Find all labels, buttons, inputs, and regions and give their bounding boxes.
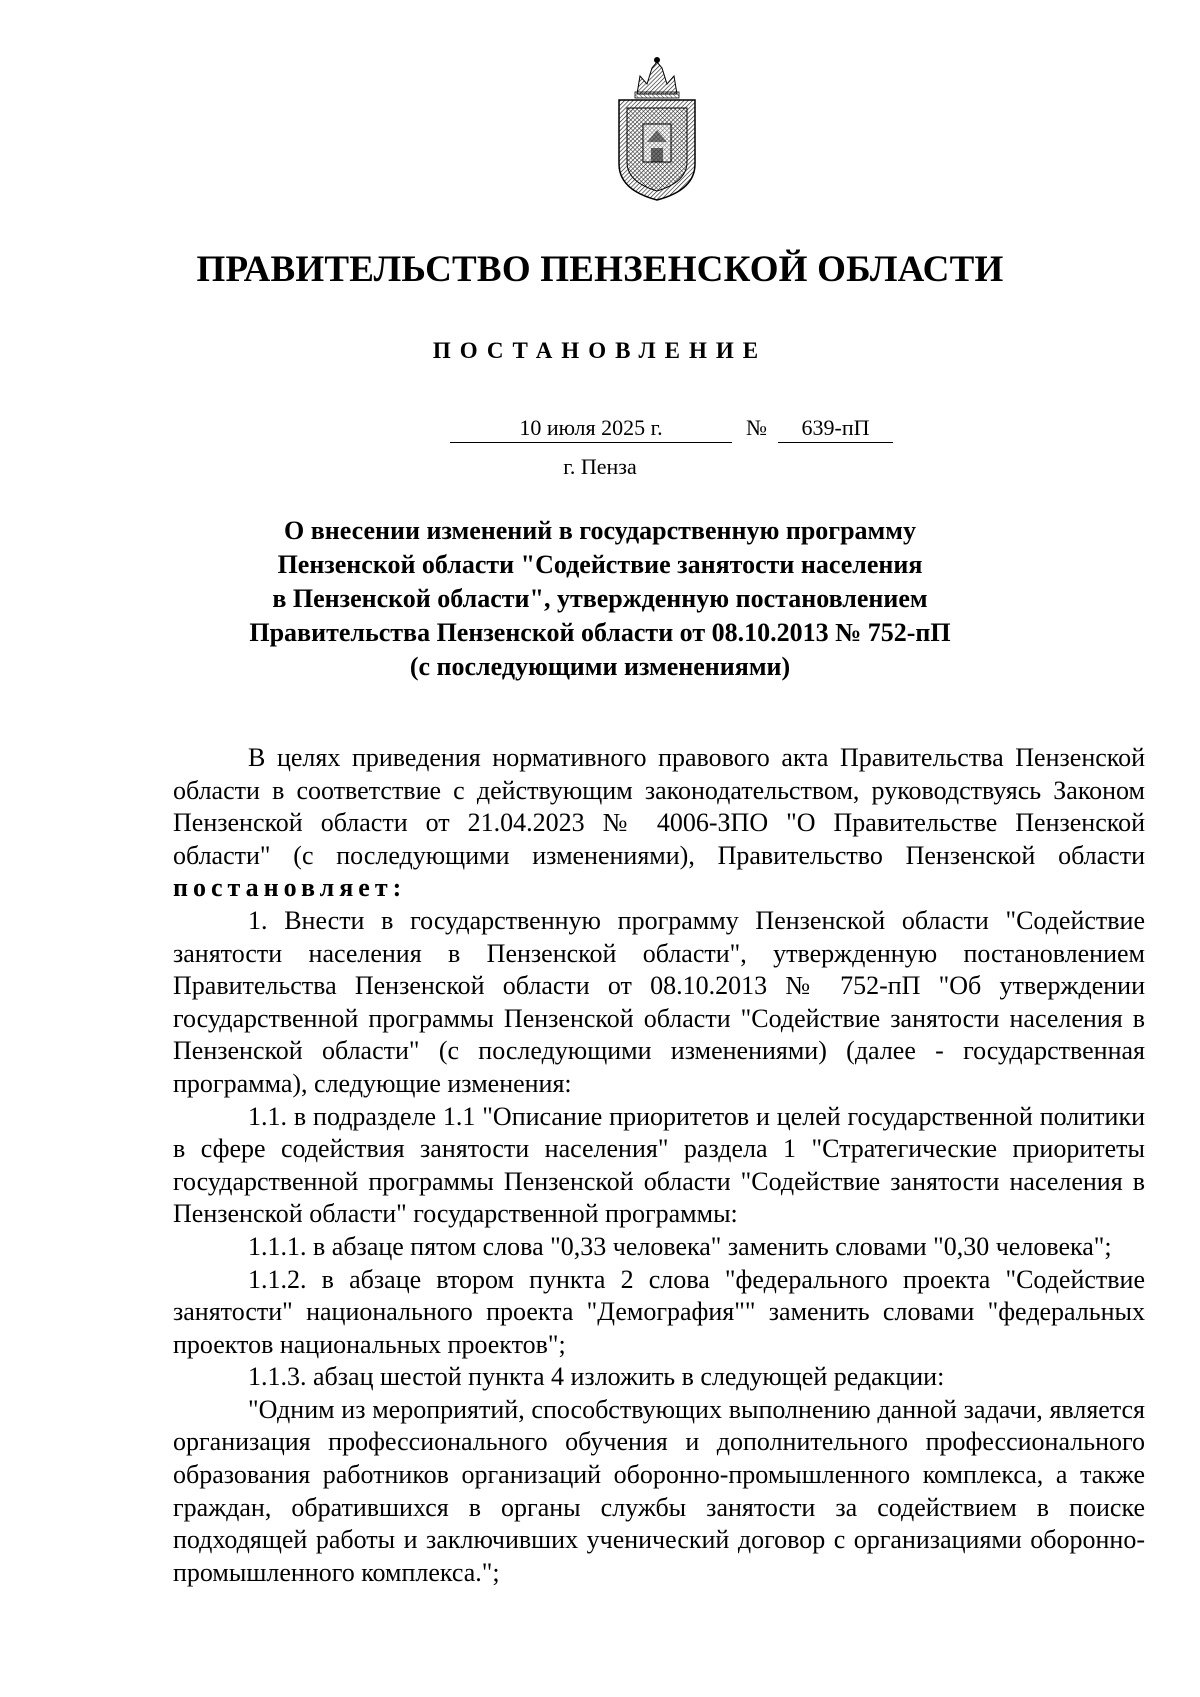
intro-text: В целях приведения нормативного правового акта Правительства Пензенской области в соответствие с действующим законодательством, руководствуясь Законом Пензенской области от 21.04.2023 № 4006-ЗПО "О Правительстве Пензенской области" (с последующими изменениями), Правительство Пензенской области (173, 743, 1145, 870)
subject-line: в Пензенской области", утвержденную постановлением (272, 584, 928, 613)
paragraph-1-1: 1.1. в подразделе 1.1 "Описание приоритетов и целей государственной политики в сфере содействия занятости населения" раздела 1 "Стратегические приоритеты государственной программы Пензенской области "Содействие занятости населения в Пензенской области" государственной программы: (173, 1101, 1145, 1229)
document-date: 10 июля 2025 г. (450, 414, 732, 443)
subject-line: Правительства Пензенской области от 08.10.2013 № 752-пП (249, 618, 951, 647)
intro-paragraph (173, 742, 1145, 905)
number-sign: № (746, 415, 767, 440)
decree-word: постановляет: (173, 873, 407, 903)
government-title: ПРАВИТЕЛЬСТВО ПЕНЗЕНСКОЙ ОБЛАСТИ (196, 249, 1004, 290)
paragraph-1-1-2: 1.1.2. в абзаце втором пункта 2 слова "федерального проекта "Содействие занятости" национального проекта "Демография"" заменить словами "федеральных проектов национальных проектов"; (173, 1264, 1145, 1359)
document-number: 639-пП (778, 414, 893, 443)
document-body (173, 742, 1145, 1589)
quoted-paragraph: "Одним из мероприятий, способствующих выполнению данной задачи, является организация профессионального обучения и дополнительного профессионального образования работников организаций оборонно-промышленного комплекса, а также граждан, обратившихся в органы службы занятости за содействием в поиске подходящей работы и заключивших ученический договор с организациями оборонно-промышленного комплекса."; (173, 1394, 1145, 1587)
paragraph-1-1-1: 1.1.1. в абзаце пятом слова "0,33 человека" заменить словами "0,30 человека"; (248, 1231, 1112, 1261)
coat-of-arms-emblem (607, 54, 707, 204)
paragraph-1: 1. Внести в государственную программу Пензенской области "Содействие занятости населения в Пензенской области", утвержденную постановлением Правительства Пензенской области от 08.10.2013 № 752-пП "Об утверждении государственной программы Пензенской области "Содействие занятости населения в Пензенской области" (с последующими изменениями) (далее - государственная программа), следующие изменения: (173, 905, 1145, 1098)
document-city: г. Пенза (563, 454, 637, 479)
subject-line: (с последующими изменениями) (409, 652, 791, 681)
paragraph-1-1-3: 1.1.3. абзац шестой пункта 4 изложить в следующей редакции: (248, 1362, 945, 1392)
document-type: ПОСТАНОВЛЕНИЕ (432, 338, 768, 363)
subject-line: О внесении изменений в государственную программу (284, 516, 916, 545)
document-subject (180, 514, 1020, 684)
subject-line: Пензенской области "Содействие занятости населения (277, 550, 923, 579)
